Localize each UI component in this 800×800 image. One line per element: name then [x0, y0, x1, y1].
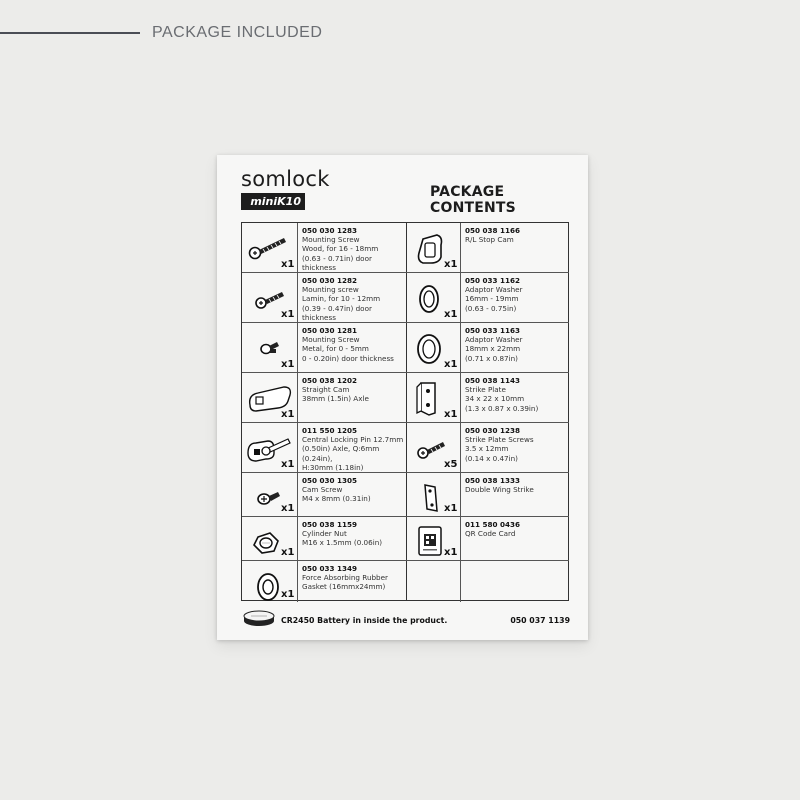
item-code: 050 030 1238 [465, 426, 521, 435]
battery-note: CR2450 Battery in inside the product. [281, 616, 448, 625]
table-row [242, 273, 406, 323]
cell-divider [297, 323, 298, 372]
item-detail-line: M4 x 8mm (0.31in) [302, 494, 371, 504]
item-description [465, 276, 567, 313]
cell-divider [297, 373, 298, 422]
item-code: 050 038 1166 [465, 226, 521, 235]
cell-divider [460, 273, 461, 322]
item-description [465, 326, 567, 363]
item-code: 050 038 1333 [465, 476, 521, 485]
item-description [465, 426, 567, 463]
table-row [405, 473, 569, 517]
item-detail-line: (0.50in) Axle, Q:6mm (0.24in), [302, 444, 380, 463]
item-code: 011 580 0436 [465, 520, 521, 529]
item-detail-line: 18mm x 22mm [465, 344, 521, 354]
item-description [302, 276, 404, 322]
item-description [302, 426, 404, 472]
item-code: 050 033 1163 [465, 326, 521, 335]
item-detail-line: 38mm (1.5in) Axle [302, 394, 369, 404]
table-row [405, 373, 569, 423]
table-row [405, 517, 569, 561]
table-row [405, 561, 569, 602]
item-description [465, 520, 567, 538]
table-row [242, 517, 406, 561]
item-detail-line: Mounting Screw [302, 235, 360, 245]
item-quantity: x1 [281, 503, 295, 514]
item-detail-line: Force Absorbing Rubber [302, 573, 388, 583]
item-quantity: x1 [444, 409, 458, 420]
cell-divider [460, 423, 461, 472]
model-badge: miniK10 [241, 193, 305, 210]
cell-divider [297, 223, 298, 272]
item-code: 050 038 1159 [302, 520, 358, 529]
item-detail-line: 16mm - 19mm [465, 294, 519, 304]
item-detail-line: Double Wing Strike [465, 485, 534, 495]
item-code: 050 030 1282 [302, 276, 358, 285]
cell-divider [297, 473, 298, 516]
item-detail-line: Mounting Screw [302, 335, 360, 345]
cell-divider [297, 423, 298, 472]
item-description [465, 376, 567, 413]
cell-divider [460, 561, 461, 602]
item-code: 050 030 1305 [302, 476, 358, 485]
item-detail-line: (0.63 - 0.75in) [465, 303, 517, 313]
item-quantity: x1 [444, 547, 458, 558]
table-row [242, 323, 406, 373]
table-row [242, 561, 406, 602]
item-quantity: x1 [281, 309, 295, 320]
item-detail-line: Wood, for 16 - 18mm [302, 244, 379, 254]
item-description [465, 226, 567, 244]
item-quantity: x1 [281, 359, 295, 370]
item-description [302, 520, 404, 548]
item-code: 050 033 1162 [465, 276, 521, 285]
table-row [242, 473, 406, 517]
page-title: PACKAGE INCLUDED [152, 24, 323, 41]
battery-icon [242, 610, 276, 628]
item-quantity: x1 [281, 547, 295, 558]
item-quantity: x1 [444, 359, 458, 370]
item-description [302, 326, 404, 363]
item-detail-line: M16 x 1.5mm (0.06in) [302, 538, 383, 548]
item-detail-line: Strike Plate Screws [465, 435, 534, 445]
item-detail-line: 34 x 22 x 10mm [465, 394, 525, 404]
item-detail-line: Cylinder Nut [302, 529, 347, 539]
item-code: 050 030 1281 [302, 326, 358, 335]
item-detail-line: QR Code Card [465, 529, 516, 539]
item-detail-line: R/L Stop Cam [465, 235, 514, 245]
item-detail-line: 3.5 x 12mm [465, 444, 509, 454]
item-detail-line: Central Locking Pin 12.7mm [302, 435, 404, 445]
item-detail-line: (0.63 - 0.71in) door thickness [302, 253, 372, 272]
item-quantity: x5 [444, 459, 458, 470]
item-description [302, 564, 404, 592]
item-detail-line: H:30mm (1.18in) [302, 462, 364, 472]
item-quantity: x1 [444, 503, 458, 514]
item-code: 050 038 1202 [302, 376, 358, 385]
item-code: 050 038 1143 [465, 376, 521, 385]
cell-divider [297, 561, 298, 602]
item-detail-line: (1.3 x 0.87 x 0.39in) [465, 403, 539, 413]
item-detail-line: Metal, for 0 - 5mm [302, 344, 369, 354]
item-description [302, 376, 404, 404]
cell-divider [460, 323, 461, 372]
item-description [302, 476, 404, 504]
item-detail-line: Straight Cam [302, 385, 350, 395]
table-row [242, 373, 406, 423]
right-column [405, 223, 569, 600]
item-quantity: x1 [444, 309, 458, 320]
table-row [405, 273, 569, 323]
card-title: PACKAGE CONTENTS [430, 184, 516, 216]
item-detail-line: Adaptor Washer [465, 285, 523, 295]
item-detail-line: Cam Screw [302, 485, 343, 495]
table-row [405, 223, 569, 273]
item-detail-line: Adaptor Washer [465, 335, 523, 345]
item-detail-line: (0.71 x 0.87in) [465, 353, 518, 363]
card-code: 050 037 1139 [510, 616, 570, 625]
cell-divider [460, 373, 461, 422]
item-description [465, 476, 567, 494]
item-detail-line: (0.14 x 0.47in) [465, 453, 518, 463]
table-row [242, 223, 406, 273]
cell-divider [460, 517, 461, 560]
item-quantity: x1 [281, 409, 295, 420]
item-quantity: x1 [281, 459, 295, 470]
item-detail-line: Mounting screw [302, 285, 359, 295]
item-quantity: x1 [444, 259, 458, 270]
table-row [405, 323, 569, 373]
item-quantity: x1 [281, 589, 295, 600]
cell-divider [297, 273, 298, 322]
left-column [242, 223, 407, 600]
item-quantity: x1 [281, 259, 295, 270]
item-code: 011 550 1205 [302, 426, 358, 435]
item-detail-line: 0 - 0.20in) door thickness [302, 353, 394, 363]
table-row [242, 423, 406, 473]
package-card [217, 155, 588, 640]
cell-divider [460, 223, 461, 272]
item-detail-line: (0.39 - 0.47in) door thickness [302, 303, 372, 322]
item-detail-line: Gasket (16mmx24mm) [302, 582, 386, 592]
item-code: 050 030 1283 [302, 226, 358, 235]
table-row [405, 423, 569, 473]
item-detail-line: Strike Plate [465, 385, 506, 395]
brand-logo: somlock [241, 167, 330, 191]
item-description [302, 226, 404, 272]
cell-divider [460, 473, 461, 516]
cell-divider [297, 517, 298, 560]
item-code: 050 033 1349 [302, 564, 358, 573]
header-rule [0, 32, 140, 34]
item-detail-line: Lamin, for 10 - 12mm [302, 294, 381, 304]
contents-table [241, 222, 569, 601]
